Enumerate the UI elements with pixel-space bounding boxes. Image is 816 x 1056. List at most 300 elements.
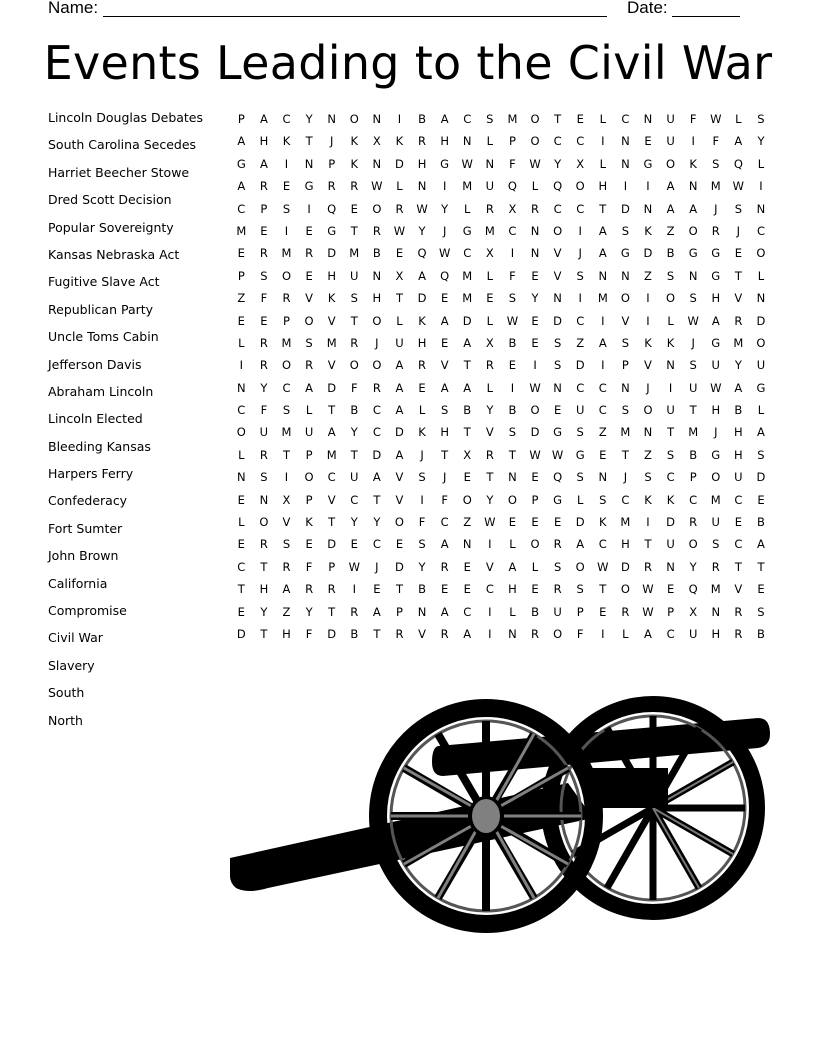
grid-cell[interactable]: Y (486, 492, 494, 507)
grid-cell[interactable]: C (463, 112, 472, 126)
grid-cell[interactable]: L (622, 626, 629, 641)
grid-cell[interactable]: K (644, 223, 652, 238)
grid-cell[interactable]: J (714, 201, 718, 216)
grid-cell[interactable]: Q (688, 582, 698, 597)
grid-cell[interactable]: S (508, 425, 517, 440)
grid-cell[interactable]: K (418, 425, 426, 440)
grid-cell[interactable]: S (757, 112, 765, 126)
grid-cell[interactable]: I (284, 470, 289, 485)
grid-cell[interactable]: W (506, 313, 519, 328)
grid-cell[interactable]: E (350, 201, 358, 216)
grid-cell[interactable]: G (553, 492, 563, 507)
grid-cell[interactable]: U (711, 515, 720, 530)
grid-cell[interactable]: E (553, 403, 562, 418)
grid-cell[interactable]: Y (689, 559, 697, 574)
grid-cell[interactable]: E (237, 246, 245, 261)
grid-cell[interactable]: T (463, 425, 471, 440)
grid-cell[interactable]: Q (507, 179, 517, 194)
grid-cell[interactable]: R (395, 626, 404, 641)
grid-cell[interactable]: G (711, 268, 721, 283)
grid-cell[interactable]: Y (260, 380, 268, 395)
grid-cell[interactable]: A (734, 380, 743, 395)
grid-cell[interactable]: J (375, 335, 379, 350)
grid-cell[interactable]: G (553, 425, 563, 440)
grid-cell[interactable]: S (576, 425, 584, 440)
grid-cell[interactable]: S (757, 604, 765, 619)
grid-cell[interactable]: A (689, 201, 698, 216)
grid-cell[interactable]: E (531, 470, 539, 485)
grid-cell[interactable]: P (531, 492, 539, 507)
grid-cell[interactable]: B (508, 335, 517, 350)
grid-cell[interactable]: G (643, 156, 653, 171)
grid-cell[interactable]: R (643, 559, 652, 574)
grid-cell[interactable]: H (282, 626, 291, 641)
grid-cell[interactable]: T (350, 313, 358, 328)
grid-cell[interactable]: O (394, 515, 404, 530)
grid-cell[interactable]: I (488, 604, 492, 619)
grid-cell[interactable]: L (757, 156, 765, 171)
grid-cell[interactable]: C (282, 112, 291, 126)
grid-cell[interactable]: M (710, 179, 721, 194)
grid-cell[interactable]: N (598, 268, 608, 283)
grid-cell[interactable]: W (484, 515, 496, 530)
grid-cell[interactable]: W (642, 604, 654, 619)
grid-cell[interactable]: S (282, 537, 291, 552)
grid-cell[interactable]: M (620, 425, 631, 440)
grid-cell[interactable]: X (372, 134, 381, 149)
grid-cell[interactable]: P (508, 134, 516, 149)
grid-cell[interactable]: L (757, 403, 765, 418)
grid-cell[interactable]: K (644, 492, 652, 507)
grid-cell[interactable]: S (418, 470, 426, 485)
grid-cell[interactable]: S (757, 447, 765, 462)
grid-cell[interactable]: G (440, 156, 450, 171)
grid-cell[interactable]: G (462, 223, 472, 238)
grid-cell[interactable]: I (646, 313, 650, 328)
grid-cell[interactable]: W (371, 179, 383, 194)
grid-cell[interactable]: O (372, 358, 382, 373)
grid-cell[interactable]: A (395, 447, 404, 462)
grid-cell[interactable]: K (599, 515, 607, 530)
grid-cell[interactable]: Y (418, 559, 426, 574)
grid-cell[interactable]: A (305, 380, 314, 395)
grid-cell[interactable]: A (282, 582, 291, 597)
grid-cell[interactable]: R (350, 604, 359, 619)
grid-cell[interactable]: L (599, 156, 606, 171)
grid-cell[interactable]: Z (576, 335, 585, 350)
grid-cell[interactable]: E (395, 537, 404, 552)
grid-cell[interactable]: S (689, 291, 697, 306)
grid-cell[interactable]: M (281, 246, 292, 261)
grid-cell[interactable]: F (418, 515, 426, 530)
grid-cell[interactable]: E (305, 268, 313, 283)
grid-cell[interactable]: M (484, 223, 495, 238)
grid-cell[interactable]: P (305, 492, 313, 507)
grid-cell[interactable]: P (237, 268, 245, 283)
grid-cell[interactable]: E (395, 246, 404, 261)
grid-cell[interactable]: M (507, 112, 518, 126)
grid-cell[interactable]: D (462, 313, 472, 328)
grid-cell[interactable]: O (643, 403, 653, 418)
grid-cell[interactable]: D (327, 537, 337, 552)
grid-cell[interactable]: N (553, 380, 562, 395)
grid-cell[interactable]: J (691, 335, 695, 350)
grid-cell[interactable]: R (734, 626, 743, 641)
grid-cell[interactable]: L (486, 134, 494, 149)
grid-cell[interactable]: F (689, 112, 697, 126)
grid-cell[interactable]: P (283, 313, 290, 328)
grid-cell[interactable]: S (350, 291, 358, 306)
grid-cell[interactable]: F (305, 559, 313, 574)
grid-cell[interactable]: T (757, 559, 765, 574)
grid-cell[interactable]: R (553, 582, 562, 597)
grid-cell[interactable]: V (644, 358, 652, 373)
grid-cell[interactable]: U (666, 134, 675, 149)
grid-cell[interactable]: N (236, 470, 246, 485)
grid-cell[interactable]: S (621, 335, 630, 350)
grid-cell[interactable]: M (326, 447, 337, 462)
grid-cell[interactable]: S (508, 291, 517, 306)
grid-cell[interactable]: H (621, 537, 630, 552)
grid-cell[interactable]: D (236, 626, 246, 641)
grid-cell[interactable]: A (576, 537, 585, 552)
grid-cell[interactable]: S (666, 268, 675, 283)
grid-cell[interactable]: D (372, 447, 382, 462)
grid-cell[interactable]: A (598, 246, 607, 261)
grid-cell[interactable]: S (621, 223, 630, 238)
grid-cell[interactable]: U (575, 403, 585, 418)
grid-cell[interactable]: I (759, 179, 763, 194)
grid-cell[interactable]: H (734, 425, 743, 440)
grid-cell[interactable]: N (621, 380, 630, 395)
grid-cell[interactable]: D (530, 425, 540, 440)
grid-cell[interactable]: N (711, 604, 721, 619)
grid-cell[interactable]: V (418, 626, 426, 641)
grid-cell[interactable]: F (576, 626, 584, 641)
grid-cell[interactable]: Y (441, 201, 449, 216)
grid-cell[interactable]: X (576, 156, 585, 171)
grid-cell[interactable]: T (395, 291, 403, 306)
grid-cell[interactable]: D (756, 313, 766, 328)
grid-cell[interactable]: Y (260, 604, 268, 619)
grid-cell[interactable]: T (621, 447, 629, 462)
grid-cell[interactable]: S (576, 470, 584, 485)
grid-cell[interactable]: N (666, 358, 675, 373)
grid-cell[interactable]: E (350, 537, 358, 552)
grid-cell[interactable]: O (259, 515, 269, 530)
grid-cell[interactable]: T (508, 447, 516, 462)
grid-cell[interactable]: I (284, 156, 289, 171)
grid-cell[interactable]: R (621, 604, 630, 619)
grid-cell[interactable]: D (327, 626, 337, 641)
grid-cell[interactable]: R (734, 313, 743, 328)
grid-cell[interactable]: I (442, 179, 447, 194)
grid-cell[interactable]: A (395, 403, 404, 418)
grid-cell[interactable]: U (553, 604, 562, 619)
grid-cell[interactable]: K (644, 335, 652, 350)
grid-cell[interactable]: N (304, 156, 314, 171)
grid-cell[interactable]: C (734, 492, 743, 507)
grid-cell[interactable]: T (734, 559, 742, 574)
grid-cell[interactable]: B (418, 582, 426, 597)
grid-cell[interactable]: F (350, 380, 358, 395)
grid-cell[interactable]: V (440, 358, 449, 373)
grid-cell[interactable]: G (688, 246, 698, 261)
grid-cell[interactable]: D (756, 470, 766, 485)
grid-cell[interactable]: O (507, 492, 517, 507)
grid-cell[interactable]: E (576, 112, 584, 126)
grid-cell[interactable]: N (462, 537, 472, 552)
grid-cell[interactable]: O (530, 403, 540, 418)
grid-cell[interactable]: Q (733, 156, 743, 171)
grid-cell[interactable]: I (352, 582, 356, 597)
grid-cell[interactable]: E (441, 582, 449, 597)
grid-cell[interactable]: E (463, 582, 471, 597)
date-field[interactable] (672, 0, 740, 17)
grid-cell[interactable]: M (349, 246, 360, 261)
grid-cell[interactable]: S (576, 582, 584, 597)
grid-cell[interactable]: E (237, 313, 245, 328)
grid-cell[interactable]: L (486, 380, 494, 395)
grid-cell[interactable]: E (531, 335, 539, 350)
grid-cell[interactable]: Q (417, 246, 427, 261)
grid-cell[interactable]: G (711, 335, 721, 350)
grid-cell[interactable]: M (326, 335, 337, 350)
grid-cell[interactable]: E (237, 537, 245, 552)
grid-cell[interactable]: L (238, 335, 245, 350)
grid-cell[interactable]: U (666, 537, 675, 552)
grid-cell[interactable]: E (305, 537, 313, 552)
grid-cell[interactable]: E (531, 313, 539, 328)
grid-cell[interactable]: S (440, 403, 449, 418)
grid-cell[interactable]: U (756, 358, 766, 373)
grid-cell[interactable]: R (259, 246, 268, 261)
grid-cell[interactable]: L (486, 268, 494, 283)
grid-cell[interactable]: F (509, 268, 516, 283)
grid-cell[interactable]: J (623, 470, 628, 485)
grid-cell[interactable]: E (531, 582, 539, 597)
grid-cell[interactable]: K (689, 156, 697, 171)
grid-cell[interactable]: K (327, 291, 336, 306)
grid-cell[interactable]: V (553, 268, 562, 283)
grid-cell[interactable]: W (393, 223, 406, 238)
grid-cell[interactable]: V (734, 582, 743, 597)
grid-cell[interactable]: A (666, 201, 675, 216)
grid-cell[interactable]: I (533, 358, 537, 373)
grid-cell[interactable]: Q (553, 470, 563, 485)
grid-cell[interactable]: G (236, 156, 246, 171)
grid-cell[interactable]: C (598, 403, 607, 418)
grid-cell[interactable]: V (327, 492, 336, 507)
grid-cell[interactable]: Y (350, 515, 358, 530)
grid-cell[interactable]: T (328, 604, 336, 619)
grid-cell[interactable]: N (259, 492, 269, 507)
grid-cell[interactable]: T (667, 425, 675, 440)
grid-cell[interactable]: A (440, 537, 449, 552)
grid-cell[interactable]: I (239, 358, 243, 373)
grid-cell[interactable]: N (643, 201, 653, 216)
grid-cell[interactable]: Y (554, 156, 562, 171)
grid-cell[interactable]: W (438, 246, 451, 261)
grid-cell[interactable]: P (689, 470, 697, 485)
grid-cell[interactable]: O (575, 559, 585, 574)
grid-cell[interactable]: Z (463, 515, 472, 530)
grid-cell[interactable]: L (486, 313, 494, 328)
grid-cell[interactable]: N (508, 470, 517, 485)
grid-cell[interactable]: A (440, 380, 449, 395)
grid-cell[interactable]: O (281, 268, 292, 283)
grid-cell[interactable]: F (509, 156, 516, 171)
grid-cell[interactable]: D (395, 559, 404, 574)
grid-cell[interactable]: Z (644, 268, 652, 283)
grid-cell[interactable]: K (666, 335, 675, 350)
grid-cell[interactable]: K (350, 156, 359, 171)
grid-cell[interactable]: I (488, 537, 492, 552)
grid-cell[interactable]: I (510, 246, 515, 261)
grid-cell[interactable]: A (711, 313, 720, 328)
grid-cell[interactable]: D (327, 380, 337, 395)
grid-cell[interactable]: G (620, 246, 630, 261)
grid-cell[interactable]: C (756, 223, 765, 238)
grid-cell[interactable]: B (463, 403, 472, 418)
grid-cell[interactable]: V (485, 425, 494, 440)
grid-cell[interactable]: V (485, 559, 494, 574)
grid-cell[interactable]: J (375, 559, 379, 574)
grid-cell[interactable]: C (327, 470, 336, 485)
grid-cell[interactable]: L (599, 112, 606, 126)
grid-cell[interactable]: E (441, 335, 449, 350)
grid-cell[interactable]: O (349, 112, 359, 126)
grid-cell[interactable]: E (531, 268, 539, 283)
grid-cell[interactable]: N (643, 112, 653, 126)
grid-cell[interactable]: P (237, 112, 245, 126)
grid-cell[interactable]: K (395, 134, 404, 149)
grid-cell[interactable]: N (508, 626, 517, 641)
grid-cell[interactable]: Z (598, 425, 607, 440)
grid-cell[interactable]: C (598, 537, 607, 552)
grid-cell[interactable]: N (598, 470, 608, 485)
grid-cell[interactable]: U (711, 358, 720, 373)
grid-cell[interactable]: Y (418, 223, 426, 238)
grid-cell[interactable]: K (282, 134, 291, 149)
grid-cell[interactable]: O (349, 358, 359, 373)
grid-cell[interactable]: O (372, 201, 382, 216)
grid-cell[interactable]: A (418, 268, 426, 283)
grid-cell[interactable]: A (237, 134, 246, 149)
grid-cell[interactable]: E (508, 515, 517, 530)
grid-cell[interactable]: F (260, 403, 268, 418)
grid-cell[interactable]: B (757, 626, 765, 641)
grid-cell[interactable]: M (462, 291, 473, 306)
grid-cell[interactable]: S (621, 403, 630, 418)
grid-cell[interactable]: X (485, 246, 494, 261)
grid-cell[interactable]: W (687, 313, 699, 328)
grid-cell[interactable]: S (553, 358, 562, 373)
grid-cell[interactable]: T (328, 515, 336, 530)
grid-cell[interactable]: R (259, 179, 268, 194)
grid-cell[interactable]: A (463, 380, 472, 395)
grid-cell[interactable]: T (282, 447, 290, 462)
grid-cell[interactable]: M (281, 335, 292, 350)
grid-cell[interactable]: G (575, 447, 585, 462)
grid-cell[interactable]: C (237, 403, 246, 418)
grid-cell[interactable]: V (395, 470, 404, 485)
grid-cell[interactable]: Z (282, 604, 291, 619)
grid-cell[interactable]: I (646, 291, 650, 306)
grid-cell[interactable]: N (621, 134, 630, 149)
grid-cell[interactable]: A (734, 134, 743, 149)
grid-cell[interactable]: I (488, 626, 492, 641)
grid-cell[interactable]: P (328, 559, 336, 574)
grid-cell[interactable]: K (350, 134, 359, 149)
grid-cell[interactable]: D (395, 156, 404, 171)
grid-cell[interactable]: F (441, 492, 448, 507)
grid-cell[interactable]: A (463, 626, 472, 641)
grid-cell[interactable]: D (643, 246, 653, 261)
grid-cell[interactable]: H (372, 291, 382, 306)
grid-cell[interactable]: R (305, 582, 314, 597)
grid-cell[interactable]: W (551, 447, 564, 462)
grid-cell[interactable]: I (420, 492, 424, 507)
grid-cell[interactable]: I (307, 201, 311, 216)
grid-cell[interactable]: O (620, 291, 630, 306)
grid-cell[interactable]: X (395, 268, 404, 283)
grid-cell[interactable]: O (553, 223, 563, 238)
grid-cell[interactable]: S (282, 403, 291, 418)
grid-cell[interactable]: R (711, 223, 720, 238)
grid-cell[interactable]: C (372, 403, 381, 418)
grid-cell[interactable]: O (666, 291, 676, 306)
grid-cell[interactable]: R (305, 246, 314, 261)
grid-cell[interactable]: T (350, 447, 358, 462)
grid-cell[interactable]: N (462, 134, 472, 149)
grid-cell[interactable]: Y (757, 134, 765, 149)
grid-cell[interactable]: C (576, 201, 585, 216)
grid-cell[interactable]: R (327, 179, 336, 194)
grid-cell[interactable]: O (304, 470, 314, 485)
grid-cell[interactable]: U (350, 268, 359, 283)
grid-cell[interactable]: D (553, 313, 563, 328)
grid-cell[interactable]: R (259, 447, 268, 462)
grid-cell[interactable]: M (688, 425, 699, 440)
grid-cell[interactable]: R (418, 358, 427, 373)
grid-cell[interactable]: E (666, 582, 675, 597)
grid-cell[interactable]: U (688, 380, 698, 395)
grid-cell[interactable]: B (508, 403, 517, 418)
grid-cell[interactable]: Z (644, 447, 652, 462)
grid-cell[interactable]: Z (237, 291, 246, 306)
grid-cell[interactable]: B (372, 246, 381, 261)
grid-cell[interactable]: U (666, 403, 675, 418)
grid-cell[interactable]: D (327, 246, 337, 261)
grid-cell[interactable]: J (329, 134, 334, 149)
grid-cell[interactable]: U (350, 470, 359, 485)
grid-cell[interactable]: T (373, 626, 381, 641)
grid-cell[interactable]: D (575, 515, 585, 530)
grid-cell[interactable]: C (463, 246, 472, 261)
grid-cell[interactable]: A (757, 537, 765, 552)
grid-cell[interactable]: E (260, 313, 268, 328)
grid-cell[interactable]: I (668, 380, 673, 395)
grid-cell[interactable]: M (597, 291, 608, 306)
grid-cell[interactable]: J (442, 470, 447, 485)
grid-cell[interactable]: A (237, 179, 246, 194)
grid-cell[interactable]: B (734, 403, 743, 418)
grid-cell[interactable]: H (259, 582, 269, 597)
grid-cell[interactable]: J (578, 246, 582, 261)
grid-cell[interactable]: A (327, 425, 336, 440)
grid-cell[interactable]: Q (440, 268, 450, 283)
